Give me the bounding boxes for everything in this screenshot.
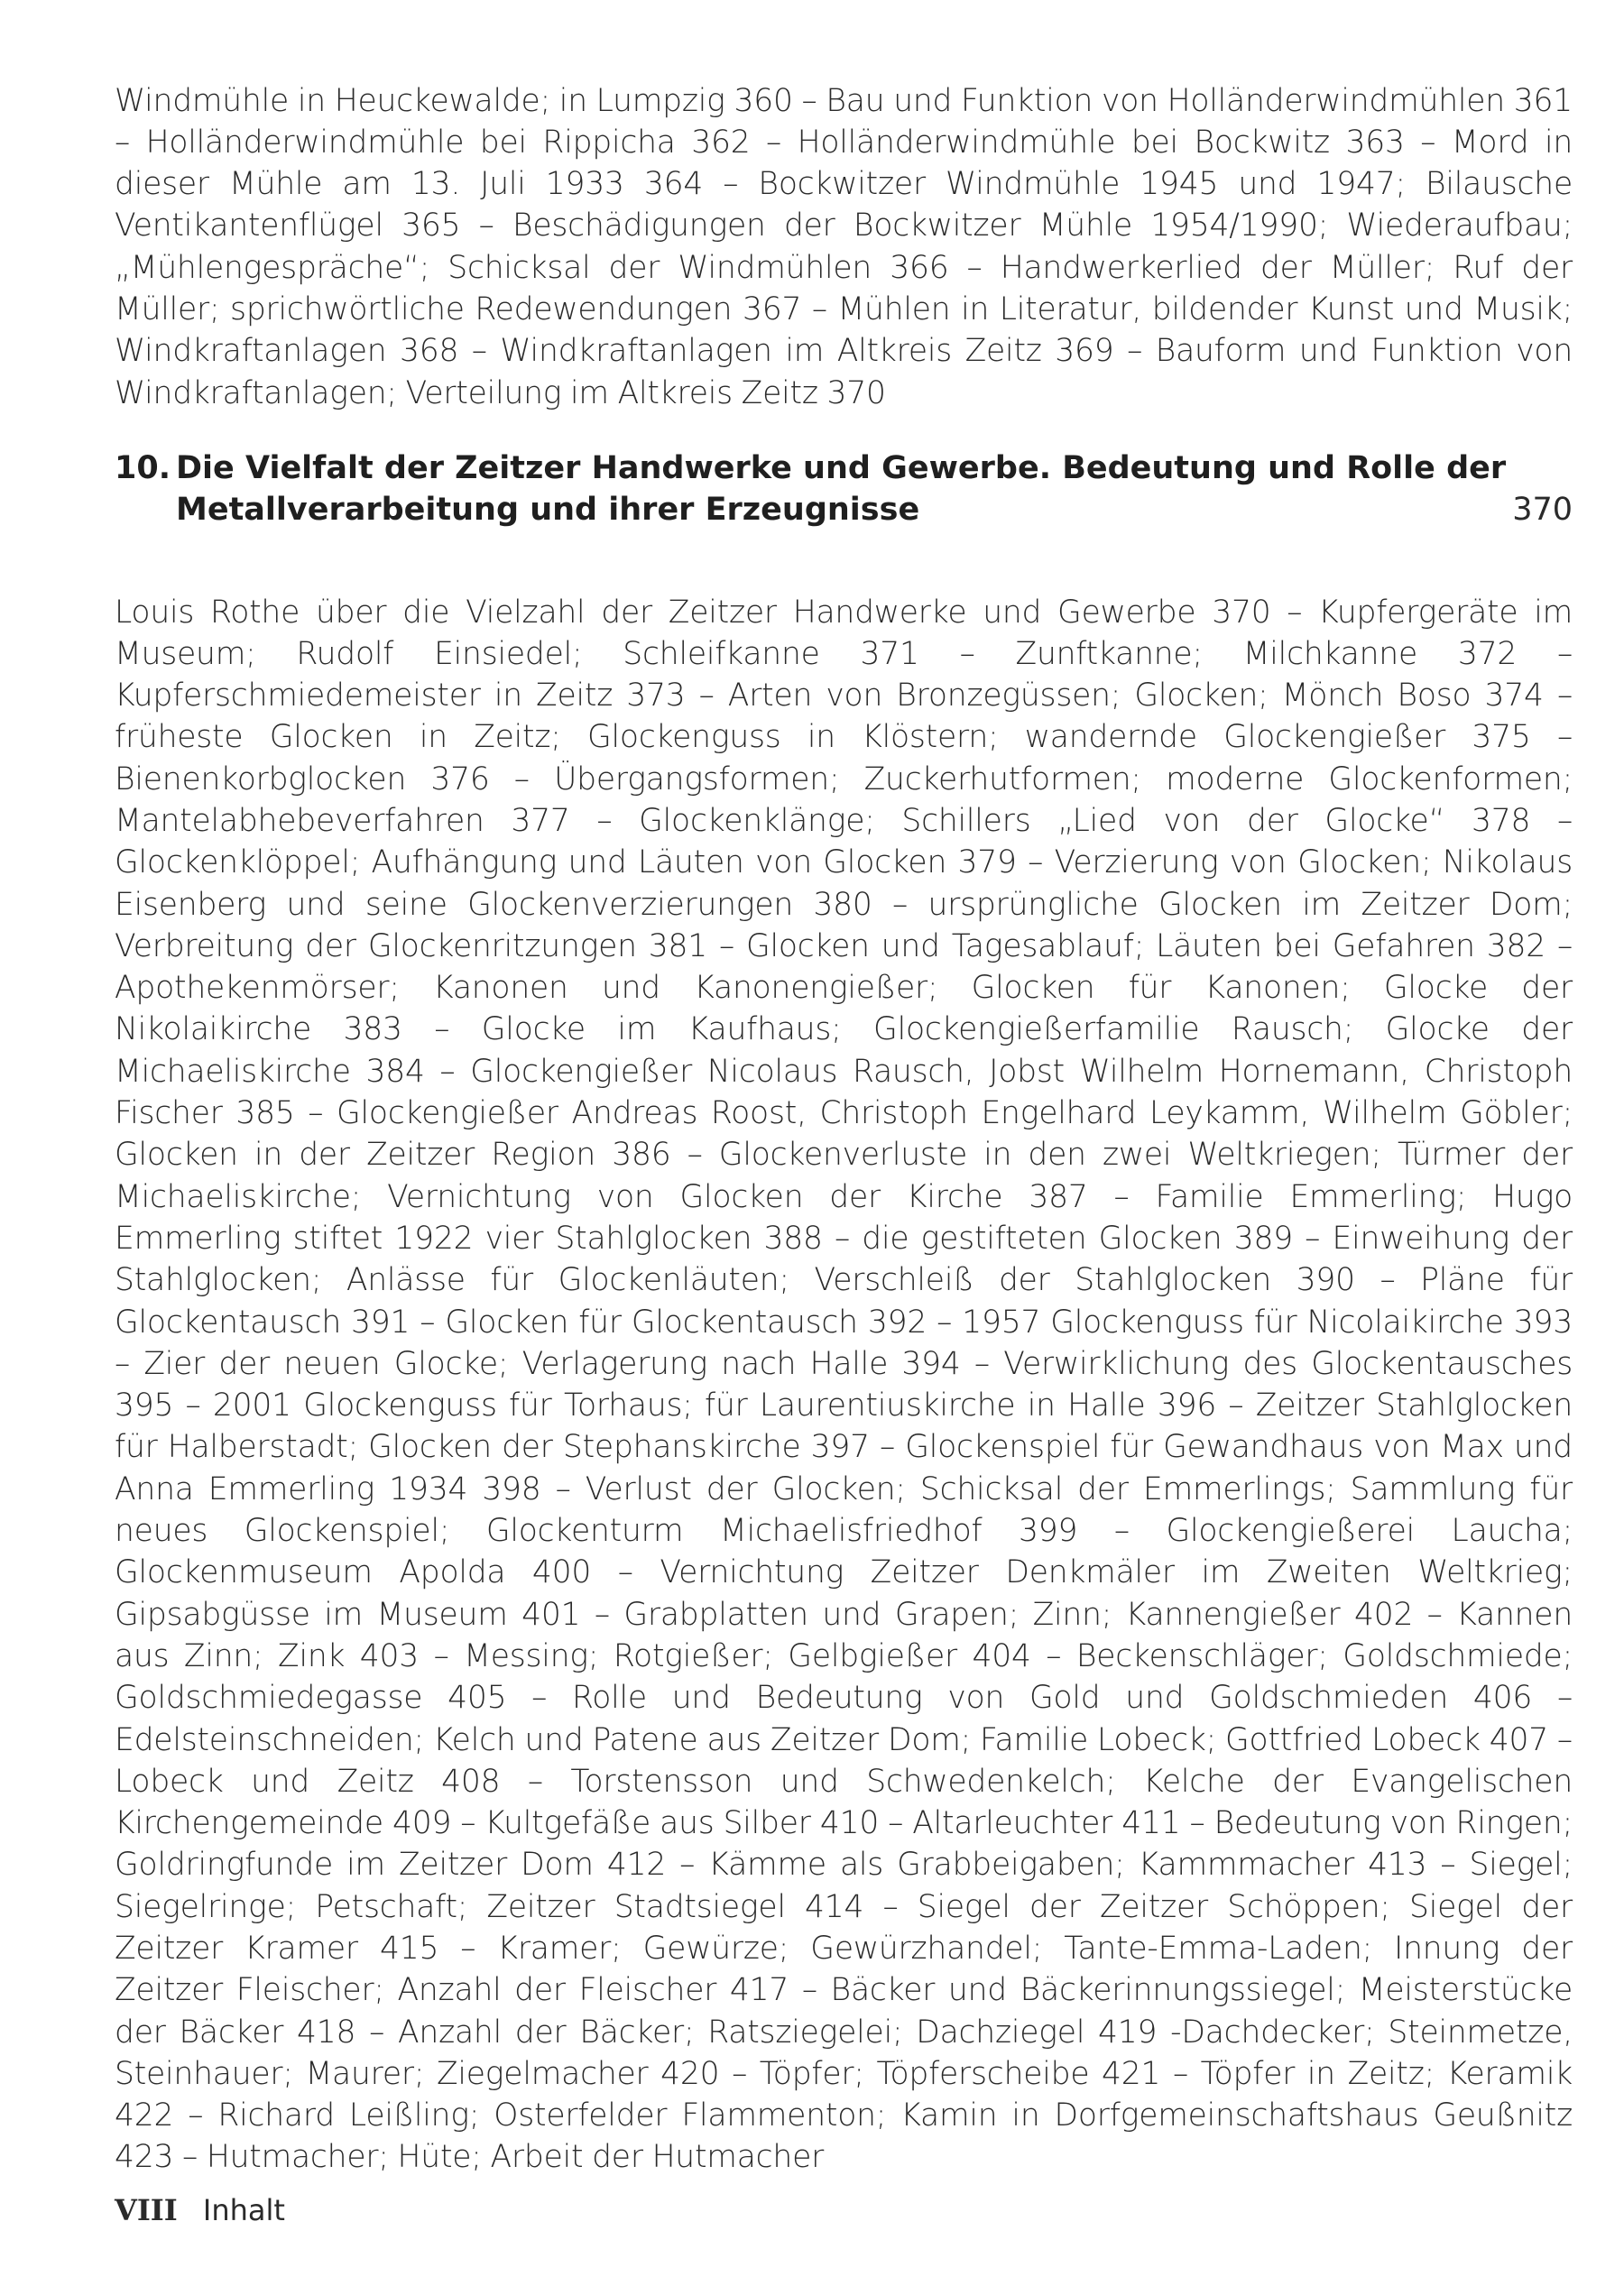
- toc-continued-entry-text: Windmühle in Heuckewalde; in Lumpzig 360 – Bau und Funktion von Holländerwindmühlen 361 – Holländerwindmühle bei Rippicha 362 – Holländerwindmühle bei Bockwitz 363 – Mord in dieser Mühle am 13. Juli 1933 364 – Bockwitzer Windmühle 1945 und 1947; Bilausche Ventikantenflügel 365 – Beschädigungen der Bockwitzer Mühle 1954/1990; Wiederaufbau; „Mühlengespräche“; Schicksal der Windmühlen 366 – Handwerkerlied der Müller; Ruf der Müller; sprichwörtliche Redewendungen 367 – Mühlen in Literatur, bildender Kunst und Musik; Windkraftanlagen 368 – Windkraftanlagen im Altkreis Zeitz 369 – Bauform und Funktion von Windkraftanlagen; Verteilung im Altkreis Zeitz 370: [115, 82, 1573, 411]
- page-footer: [115, 2192, 285, 2228]
- running-head: Inhalt: [202, 2193, 285, 2227]
- page-folio: VIII: [115, 2193, 178, 2227]
- section-title-line-2: Metallverarbeitung und ihrer Erzeugnisse: [176, 492, 920, 528]
- section-number: 10.: [115, 450, 171, 486]
- section-page-number: 370: [1512, 492, 1573, 528]
- section-entry-text: Louis Rothe über die Vielzahl der Zeitzer Handwerke und Gewerbe 370 – Kupfergeräte im Museum; Rudolf Einsiedel; Schleifkanne 371 – Zunftkanne; Milchkanne 372 – Kupferschmiedemeister in Zeitz 373 – Arten von Bronzegüssen; Glocken; Mönch Boso 374 – früheste Glocken in Zeitz; Glockenguss in Klöstern; wandernde Glockengießer 375 – Bienenkorbglocken 376 – Übergangsformen; Zuckerhutformen; moderne Glockenformen; Mantelabhebeverfahren 377 – Glockenklänge; Schillers „Lied von der Glocke“ 378 – Glockenklöppel; Aufhängung und Läuten von Glocken 379 – Verzierung von Glocken; Nikolaus Eisenberg und seine Glockenverzierungen 380 – ursprüngliche Glocken im Zeitzer Dom; Verbreitung der Glockenritzungen 381 – Glocken und Tagesablauf; Läuten bei Gefahren 382 – Apothekenmörser; Kanonen und Kanonengießer; Glocken für Kanonen; Glocke der Nikolaikirche 383 – Glocke im Kaufhaus; Glockengießerfamilie Rausch; Glocke der Michaeliskirche 384 – Glockengießer Nicolaus Rausch, Jobst Wilhelm Hornemann, Christoph Fischer 385 – Glockengießer Andreas Roost, Christoph Engelhard Leykamm, Wilhelm Göbler; Glocken in der Zeitzer Region 386 – Glockenverluste in den zwei Weltkriegen; Türmer der Michaeliskirche; Vernichtung von Glocken der Kirche 387 – Familie Emmerling; Hugo Emmerling stiftet 1922 vier Stahlglocken 388 – die gestifteten Glocken 389 – Einweihung der Stahlglocken; Anlässe für Glockenläuten; Verschleiß der Stahlglocken 390 – Pläne für Glockentausch 391 – Glocken für Glockentausch 392 – 1957 Glockenguss für Nicolaikirche 393 – Zier der neuen Glocke; Verlagerung nach Halle 394 – Verwirklichung des Glockentausches 395 – 2001 Glockenguss für Torhaus; für Laurentiuskirche in Halle 396 – Zeitzer Stahlglocken für Halberstadt; Glocken der Stephanskirche 397 – Glockenspiel für Gewandhaus von Max und Anna Emmerling 1934 398 – Verlust der Glocken; Schicksal der Emmerlings; Sammlung für neues Glockenspiel; Glockenturm Michaelisfriedhof 399 – Glockengießerei Laucha; Glockenmuseum Apolda 400 – Vernichtung Zeitzer Denkmäler im Zweiten Weltkrieg; Gipsabgüsse im Museum 401 – Grabplatten und Grapen; Zinn; Kannengießer 402 – Kannen aus Zinn; Zink 403 – Messing; Rotgießer; Gelbgießer 404 – Beckenschläger; Goldschmiede; Goldschmiedegasse 405 – Rolle und Bedeutung von Gold und Goldschmieden 406 – Edelsteinschneiden; Kelch und Patene aus Zeitzer Dom; Familie Lobeck; Gottfried Lobeck 407 – Lobeck und Zeitz 408 – Torstensson und Schwedenkelch; Kelche der Evangelischen Kirchengemeinde 409 – Kultgefäße aus Silber 410 – Altarleuchter 411 – Bedeutung von Ringen; Goldringfunde im Zeitzer Dom 412 – Kämme als Grabbeigaben; Kammmacher 413 – Siegel; Siegelringe; Petschaft; Zeitzer Stadtsiegel 414 – Siegel der Zeitzer Schöppen; Siegel der Zeitzer Kramer 415 – Kramer; Gewürze; Gewürzhandel; Tante-Emma-Laden; Innung der Zeitzer Fleischer; Anzahl der Fleischer 417 – Bäcker und Bäckerinnungssiegel; Meisterstücke der Bäcker 418 – Anzahl der Bäcker; Ratsziegelei; Dachziegel 419 -Dachdecker; Steinmetze, Steinhauer; Maurer; Ziegelmacher 420 – Töpfer; Töpferscheibe 421 – Töpfer in Zeitz; Keramik 422 – Richard Leißling; Osterfelder Flammenton; Kamin in Dorfgemeinschaftshaus Geußnitz 423 – Hutmacher; Hüte; Arbeit der Hutmacher: [115, 594, 1573, 2176]
- section-title-line-1: Die Vielfalt der Zeitzer Handwerke und Gewerbe. Bedeutung und Rolle der: [176, 450, 1507, 486]
